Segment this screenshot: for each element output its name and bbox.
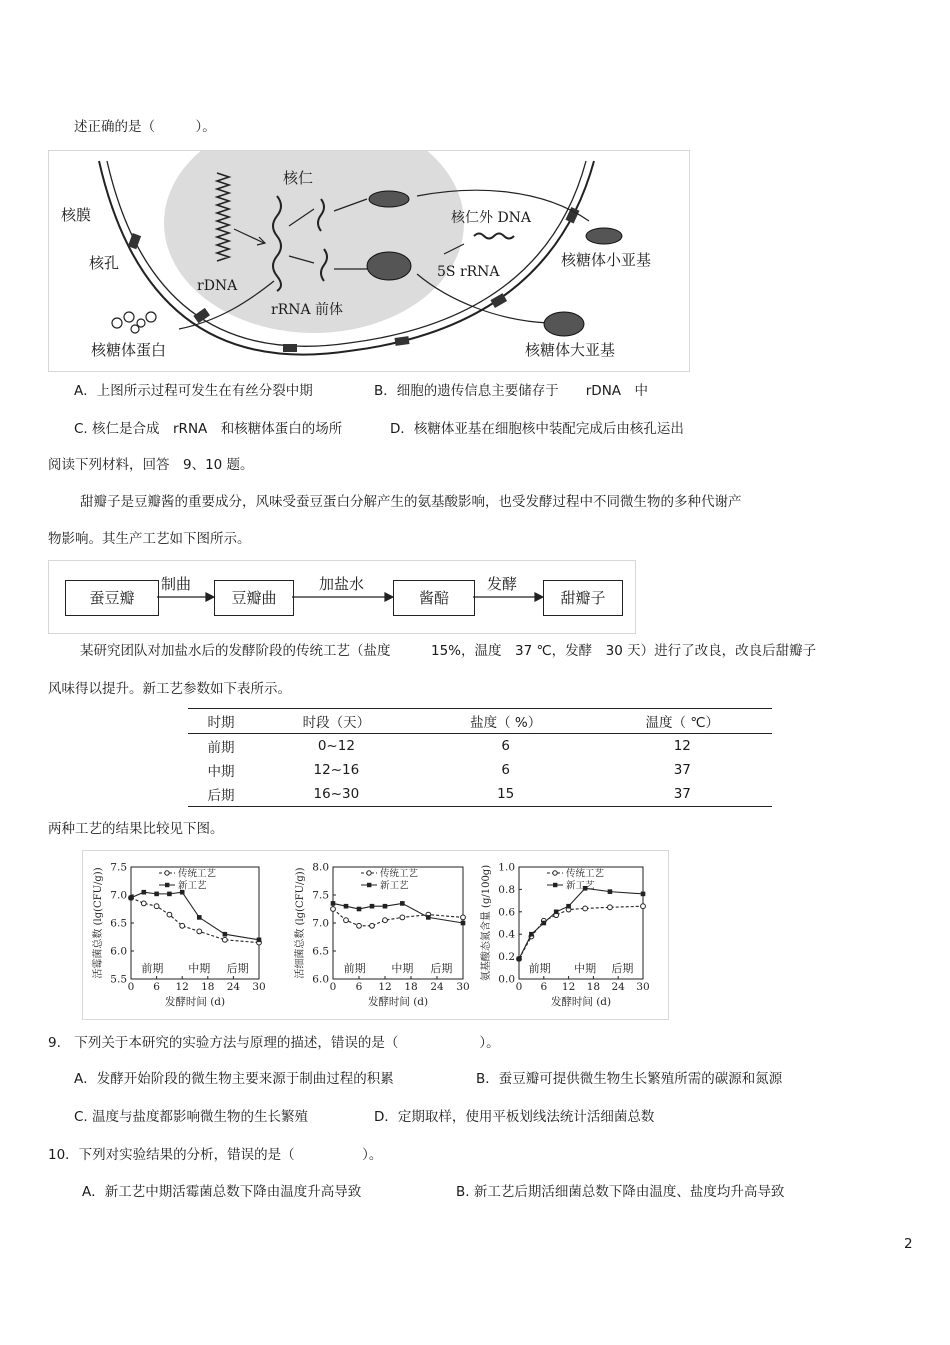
- y-tick-label: 6.5: [110, 917, 127, 930]
- y-tick-label: 6.0: [110, 945, 127, 958]
- legend-label: 新工艺: [380, 880, 409, 892]
- x-tick-label: 30: [456, 981, 470, 993]
- data-point-traditional: [370, 923, 375, 928]
- y-tick-label: 7.0: [110, 889, 127, 902]
- x-tick-label: 30: [636, 981, 650, 993]
- q9-option-d: D．定期取样，使用平板划线法统计活细菌总数: [374, 1109, 655, 1125]
- q9-option-b: B．蚕豆瓣可提供微生物生长繁殖所需的碳源和氮源: [476, 1071, 783, 1087]
- series-line-new: [519, 888, 643, 959]
- legend-label: 传统工艺: [380, 868, 419, 880]
- data-point-traditional: [167, 912, 172, 917]
- label-nuclear-envelope: 核膜: [61, 206, 92, 224]
- material-paragraph-1a: 甜瓣子是豆瓣酱的重要成分，风味受蚕豆蛋白分解产生的氨基酸影响，也受发酵过程中不同微生物的多种代谢产: [80, 494, 742, 510]
- data-point-new: [167, 892, 172, 897]
- page-number: 2: [904, 1236, 913, 1252]
- x-tick-label: 0: [515, 981, 523, 993]
- label-nuclear-pore: 核孔: [89, 254, 120, 272]
- legend-marker: [165, 883, 169, 887]
- data-point-new: [257, 938, 262, 943]
- phase-label: 中期: [188, 962, 211, 975]
- phase-label: 后期: [430, 962, 453, 975]
- legend-marker: [553, 883, 557, 887]
- table-cell: 前期: [207, 740, 235, 756]
- data-point-new: [344, 904, 349, 909]
- data-point-traditional: [331, 907, 336, 912]
- data-point-traditional: [608, 905, 613, 910]
- data-point-traditional: [154, 904, 159, 909]
- q8-option-a: A．上图所示过程可发生在有丝分裂中期: [74, 383, 313, 399]
- legend-marker: [165, 871, 169, 875]
- data-point-new: [566, 904, 571, 909]
- data-point-new: [461, 921, 466, 926]
- y-axis-label: 活霉菌总数 (lg(CFU/g)): [93, 867, 104, 979]
- x-axis-label: 发酵时间 (d): [550, 996, 612, 1008]
- label-rdna: rDNA: [197, 278, 238, 294]
- y-axis-label: 氨基酸态氮含量 (g/100g): [481, 864, 492, 982]
- y-tick-label: 0.6: [498, 906, 515, 919]
- data-point-traditional: [641, 904, 646, 909]
- q9-option-a: A．发酵开始阶段的微生物主要来源于制曲过程的积累: [74, 1071, 394, 1087]
- flow-arrow-label-2: 加盐水: [319, 575, 365, 593]
- x-tick-label: 6: [355, 981, 363, 993]
- data-point-traditional: [357, 923, 362, 928]
- flow-arrow-label-1: 制曲: [161, 575, 192, 593]
- compare-intro: 两种工艺的结果比较见下图。: [48, 821, 224, 837]
- data-point-new: [129, 896, 134, 901]
- data-point-traditional: [583, 906, 588, 911]
- data-point-new: [223, 932, 228, 937]
- data-point-new: [426, 915, 431, 920]
- data-point-new: [529, 932, 534, 937]
- table-cell: 37: [673, 762, 691, 778]
- q9-option-c: C. 温度与盐度都影响微生物的生长繁殖: [74, 1109, 309, 1125]
- x-tick-label: 18: [404, 981, 418, 993]
- y-tick-label: 0.2: [498, 951, 515, 964]
- y-tick-label: 6.5: [312, 945, 329, 958]
- flow-step-3: 酱醅: [393, 580, 475, 616]
- results-charts-figure: [82, 850, 669, 1020]
- x-tick-label: 12: [175, 981, 189, 993]
- legend-marker: [367, 883, 371, 887]
- y-tick-label: 7.5: [312, 889, 329, 902]
- table-cell: 15: [419, 782, 593, 807]
- legend-label: 传统工艺: [566, 868, 605, 880]
- flow-step-2: 豆瓣曲: [214, 580, 294, 616]
- label-nucleolus: 核仁: [283, 169, 314, 187]
- phase-label: 后期: [611, 962, 634, 975]
- data-point-new: [331, 901, 336, 906]
- series-line-traditional: [333, 909, 463, 926]
- phase-label: 前期: [528, 962, 551, 975]
- q8-stem-tail: 述正确的是（ ）。: [74, 119, 216, 135]
- x-tick-label: 30: [252, 981, 266, 993]
- legend-label: 新工艺: [566, 880, 595, 892]
- data-point-traditional: [222, 937, 227, 942]
- y-tick-label: 7.0: [312, 917, 329, 930]
- q10-option-b: B. 新工艺后期活细菌总数下降由温度、盐度均升高导致: [456, 1184, 785, 1200]
- material-paragraph-1b: 物影响。其生产工艺如下图所示。: [48, 531, 251, 547]
- label-rrna-precursor: rRNA 前体: [271, 302, 344, 318]
- x-tick-label: 18: [201, 981, 215, 993]
- y-tick-label: 8.0: [312, 861, 329, 874]
- table-row: [188, 782, 772, 807]
- phase-label: 后期: [226, 962, 249, 975]
- x-tick-label: 24: [611, 981, 625, 993]
- legend-marker: [367, 871, 371, 875]
- y-tick-label: 1.0: [498, 861, 515, 874]
- table-header: 时期: [188, 709, 254, 734]
- table-cell: 后期: [188, 782, 254, 807]
- data-point-new: [197, 915, 202, 920]
- table-cell: 37: [593, 782, 772, 807]
- data-point-new: [554, 910, 559, 915]
- x-tick-label: 0: [329, 981, 337, 993]
- data-point-new: [641, 892, 646, 897]
- phase-label: 前期: [343, 962, 366, 975]
- data-point-traditional: [141, 901, 146, 906]
- q9-stem: 9. 下列关于本研究的实验方法与原理的描述，错误的是（ ）。: [48, 1035, 500, 1051]
- table-cell: 6: [501, 762, 510, 778]
- results-charts-svg: [83, 851, 668, 1019]
- legend-marker: [553, 871, 557, 875]
- data-point-traditional: [461, 915, 466, 920]
- data-point-traditional: [344, 918, 349, 923]
- table-cell: 12~16: [313, 762, 360, 778]
- material-paragraph-2b: 风味得以提升。新工艺参数如下表所示。: [48, 681, 291, 697]
- ribosomal-proteins: [112, 312, 156, 333]
- phase-label: 前期: [141, 962, 164, 975]
- phase-label: 中期: [574, 962, 597, 975]
- y-tick-label: 0.0: [498, 973, 515, 986]
- label-5s-rrna: 5S rRNA: [437, 264, 500, 280]
- x-tick-label: 24: [226, 981, 241, 993]
- data-point-new: [142, 890, 147, 895]
- x-tick-label: 6: [153, 981, 160, 993]
- y-tick-label: 6.0: [312, 973, 329, 986]
- series-line-traditional: [131, 898, 259, 943]
- data-point-new: [517, 957, 522, 962]
- process-flow-figure: [48, 560, 636, 634]
- flow-arrow-label-3: 发酵: [487, 575, 518, 593]
- label-ribosomal-protein: 核糖体蛋白: [91, 341, 167, 359]
- data-point-new: [383, 904, 388, 909]
- table-header: 时段（天）: [254, 709, 419, 734]
- table-cell: 6: [501, 738, 510, 754]
- label-large-subunit: 核糖体大亚基: [525, 341, 616, 359]
- legend-label: 传统工艺: [178, 868, 217, 880]
- reading-intro: 阅读下列材料，回答 9、10 题。: [48, 457, 254, 473]
- new-process-params-table: [188, 708, 772, 807]
- data-point-traditional: [400, 915, 405, 920]
- data-point-traditional: [383, 918, 388, 923]
- y-tick-label: 0.8: [498, 883, 515, 896]
- y-tick-label: 0.4: [498, 928, 515, 941]
- q8-option-d: D．核糖体亚基在细胞核中装配完成后由核孔运出: [390, 421, 684, 437]
- q8-option-b: B．细胞的遗传信息主要储存于 rDNA 中: [374, 383, 649, 399]
- table-cell: 16~30: [254, 782, 419, 807]
- series-line-traditional: [519, 906, 643, 959]
- data-point-new: [608, 889, 613, 894]
- data-point-traditional: [197, 929, 202, 934]
- q10-option-a: A．新工艺中期活霉菌总数下降由温度升高导致: [82, 1184, 362, 1200]
- label-small-subunit: 核糖体小亚基: [561, 251, 652, 269]
- x-axis-label: 发酵时间 (d): [367, 996, 429, 1008]
- legend-label: 新工艺: [178, 880, 207, 892]
- table-cell: 中期: [207, 764, 235, 780]
- phase-label: 中期: [391, 962, 414, 975]
- x-tick-label: 12: [561, 981, 576, 993]
- table-header: 温度（ ℃）: [593, 709, 772, 734]
- x-tick-label: 0: [127, 981, 135, 993]
- data-point-new: [370, 904, 375, 909]
- y-tick-label: 5.5: [110, 973, 127, 986]
- x-tick-label: 6: [540, 981, 548, 993]
- y-axis-label: 活细菌总数 (lg(CFU/g)): [295, 867, 306, 979]
- series-line-new: [333, 903, 463, 923]
- material-paragraph-2a: 某研究团队对加盐水后的发酵阶段的传统工艺（盐度 15%，温度 37 ℃，发酵 30 天）进行了改良，改良后甜瓣子: [80, 643, 817, 659]
- x-tick-label: 12: [378, 981, 392, 993]
- flow-step-4: 甜瓣子: [543, 580, 623, 616]
- table-row: [188, 758, 772, 782]
- table-cell: 0~12: [317, 738, 355, 754]
- nucleolus-figure: [48, 150, 690, 372]
- q10-stem: 10．下列对实验结果的分析，错误的是（ ）。: [48, 1147, 383, 1163]
- x-tick-label: 18: [586, 981, 601, 993]
- table-cell: 12: [673, 738, 691, 754]
- data-point-new: [154, 892, 159, 897]
- flow-arrows: [49, 561, 635, 633]
- table-row: [188, 734, 772, 759]
- q8-option-c: C. 核仁是合成 rRNA 和核糖体蛋白的场所: [74, 421, 343, 437]
- flow-step-1: 蚕豆瓣: [65, 580, 159, 616]
- data-point-traditional: [180, 923, 185, 928]
- extra-dna-strand: [474, 234, 514, 239]
- data-point-new: [357, 907, 362, 912]
- x-tick-label: 24: [430, 981, 444, 993]
- data-point-new: [542, 921, 547, 926]
- series-line-new: [131, 892, 259, 940]
- data-point-new: [400, 901, 405, 906]
- y-tick-label: 7.5: [110, 861, 127, 874]
- x-axis-label: 发酵时间 (d): [164, 996, 226, 1008]
- label-extra-nucleolar-dna: 核仁外 DNA: [451, 210, 532, 226]
- table-header: 盐度（ %）: [419, 709, 593, 734]
